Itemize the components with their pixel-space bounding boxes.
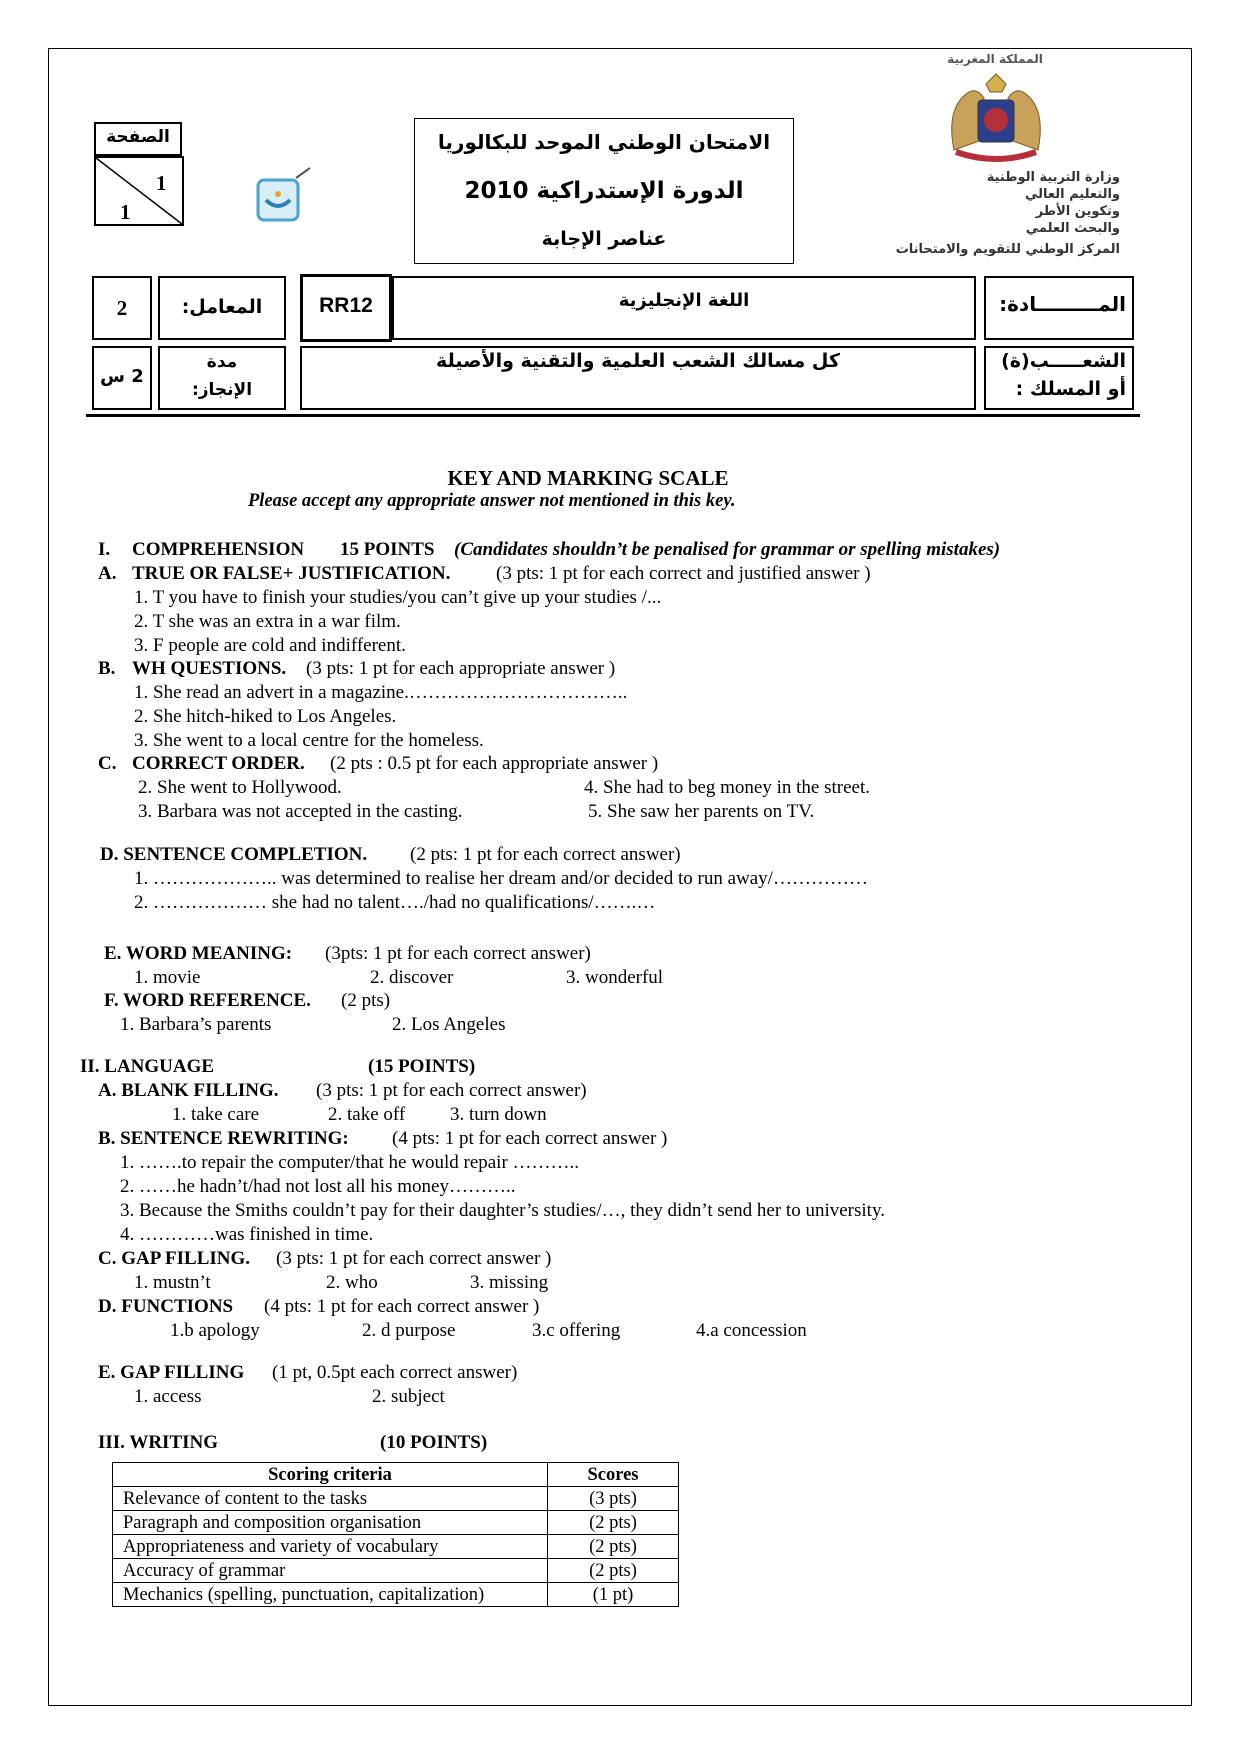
criterion: Mechanics (spelling, punctuation, capitalization) [113, 1583, 548, 1607]
criterion: Relevance of content to the tasks [113, 1487, 548, 1511]
lang-e-title: E. GAP FILLING [98, 1362, 245, 1383]
score: (3 pts) [548, 1487, 679, 1511]
part-b-points: (3 pts: 1 pt for each appropriate answer ) [306, 658, 616, 679]
part-b-label: B. [98, 658, 116, 679]
section-1-points: 15 POINTS [340, 539, 435, 560]
section-2-points: (15 POINTS) [368, 1056, 476, 1077]
ministry-line-1: وزارة التربية الوطنية [986, 170, 1120, 185]
answer-c2: 4. She had to beg money in the street. [584, 777, 870, 798]
table-row [113, 1487, 679, 1511]
subject-name: اللغة الإنجليزية [618, 290, 750, 311]
part-a-title: TRUE OR FALSE+ JUSTIFICATION. [132, 563, 451, 584]
answer-ld2: 2. d purpose [362, 1320, 456, 1341]
table-row [113, 1583, 679, 1607]
answer-lb3: 3. Because the Smiths couldn’t pay for their daughter’s studies/…, they didn’t send her to university. [120, 1200, 885, 1221]
lang-c-title: C. GAP FILLING. [98, 1248, 251, 1269]
section-1-number: I. [98, 539, 111, 560]
lang-b-title: B. SENTENCE REWRITING: [98, 1128, 349, 1149]
score: (2 pts) [548, 1559, 679, 1583]
evaluation-center: المركز الوطني للتقويم والامتحانات [895, 242, 1120, 257]
table-row [113, 1511, 679, 1535]
score: (2 pts) [548, 1511, 679, 1535]
answer-b2: 2. She hitch-hiked to Los Angeles. [134, 706, 397, 727]
coef-value: 2 [116, 296, 128, 320]
answer-ld4: 4.a concession [696, 1320, 807, 1341]
part-a-points: (3 pts: 1 pt for each correct and justified answer ) [496, 563, 871, 584]
answer-lc1: 1. mustn’t [134, 1272, 211, 1293]
part-a-label: A. [98, 563, 117, 584]
answer-c4: 5. She saw her parents on TV. [588, 801, 815, 822]
lang-d-title: D. FUNCTIONS [98, 1296, 234, 1317]
section-3-points: (10 POINTS) [380, 1432, 488, 1453]
answer-b1: 1. She read an advert in a magazine.…………………………….. [134, 682, 628, 703]
streams-value: كل مسالك الشعب العلمية والتقنية والأصيلة [436, 350, 840, 372]
section-1-note: (Candidates shouldn’t be penalised for grammar or spelling mistakes) [454, 539, 1001, 560]
lang-a-points: (3 pts: 1 pt for each correct answer) [316, 1080, 587, 1101]
answer-e3: 3. wonderful [566, 967, 664, 988]
answer-ld1: 1.b apology [170, 1320, 260, 1341]
lang-d-points: (4 pts: 1 pt for each correct answer ) [264, 1296, 540, 1317]
part-c-title: CORRECT ORDER. [132, 753, 305, 774]
answer-c3: 3. Barbara was not accepted in the casting. [138, 801, 463, 822]
answer-la1: 1. take care [172, 1104, 260, 1125]
answer-f1: 1. Barbara’s parents [120, 1014, 272, 1035]
answer-le2: 2. subject [372, 1386, 445, 1407]
answer-a3: 3. F people are cold and indifferent. [134, 635, 406, 656]
answer-d2: 2. ……………… she had no talent…./had no qualifications/…….… [134, 892, 656, 913]
part-e-title: E. WORD MEANING: [104, 943, 293, 964]
section-3-title: III. WRITING [98, 1432, 219, 1453]
answer-d1: 1. ……………….. was determined to realise her dream and/or decided to run away/…………… [134, 868, 868, 889]
answer-lc2: 2. who [326, 1272, 378, 1293]
exam-session: الدورة الإستدراكية 2010 [464, 178, 744, 204]
part-b-title: WH QUESTIONS. [132, 658, 287, 679]
key-subtitle: Please accept any appropriate answer not mentioned in this key. [248, 491, 736, 511]
part-d-points: (2 pts: 1 pt for each correct answer) [410, 844, 681, 865]
part-f-title: F. WORD REFERENCE. [104, 990, 311, 1011]
answer-lb1: 1. …….to repair the computer/that he would repair ……….. [120, 1152, 580, 1173]
score: (1 pt) [548, 1583, 679, 1607]
criterion: Accuracy of grammar [113, 1559, 548, 1583]
answers-title: عناصر الإجابة [541, 228, 667, 250]
page-total: 1 [120, 200, 131, 224]
criterion: Paragraph and composition organisation [113, 1511, 548, 1535]
duration-label-2: الإنجاز: [191, 380, 253, 400]
table-row [113, 1559, 679, 1583]
duration-label-1: مدة [206, 352, 238, 372]
answer-f2: 2. Los Angeles [392, 1014, 506, 1035]
subject-code: RR12 [319, 294, 373, 317]
ministry-line-2: والتعليم العالي [1025, 187, 1120, 202]
part-c-points: (2 pts : 0.5 pt for each appropriate answer ) [330, 753, 659, 774]
answer-a2: 2. T she was an extra in a war film. [134, 611, 401, 632]
answer-e2: 2. discover [370, 967, 454, 988]
page-label: الصفحة [106, 127, 170, 147]
part-c-label: C. [98, 753, 117, 774]
duration-value: 2 س [100, 366, 144, 387]
lang-a-title: A. BLANK FILLING. [98, 1080, 279, 1101]
part-e-points: (3pts: 1 pt for each correct answer) [325, 943, 591, 964]
score: (2 pts) [548, 1535, 679, 1559]
answer-la3: 3. turn down [450, 1104, 547, 1125]
answer-e1: 1. movie [134, 967, 201, 988]
part-d-title: D. SENTENCE COMPLETION. [100, 844, 368, 865]
section-1-title: COMPREHENSION [132, 539, 305, 560]
center-logo-icon [256, 166, 316, 226]
criteria-header: Scoring criteria [113, 1463, 548, 1487]
answer-a1: 1. T you have to finish your studies/you can’t give up your studies /... [134, 587, 662, 608]
answer-lb4: 4. …………was finished in time. [120, 1224, 374, 1245]
kingdom-label: المملكة المغربية [947, 52, 1043, 66]
header-rule [86, 414, 1140, 417]
answer-b3: 3. She went to a local centre for the homeless. [134, 730, 484, 751]
section-2-title: II. LANGUAGE [80, 1056, 215, 1077]
part-f-points: (2 pts) [341, 990, 391, 1011]
scoring-table [112, 1462, 679, 1607]
streams-label-2: أو المسلك : [1015, 378, 1126, 400]
table-row [113, 1535, 679, 1559]
answer-le1: 1. access [134, 1386, 202, 1407]
answer-lc3: 3. missing [470, 1272, 549, 1293]
ministry-line-3: وتكوين الأطر [1035, 204, 1120, 219]
subject-label: المـــــــــادة: [999, 292, 1126, 316]
exam-title: الامتحان الوطني الموحد للبكالوريا [437, 130, 771, 154]
streams-label-1: الشعـــــب(ة) [1001, 350, 1126, 372]
lang-e-points: (1 pt, 0.5pt each correct answer) [272, 1362, 518, 1383]
answer-la2: 2. take off [328, 1104, 406, 1125]
answer-ld3: 3.c offering [532, 1320, 621, 1341]
page-box-diagonal [94, 156, 184, 226]
lang-b-points: (4 pts: 1 pt for each correct answer ) [392, 1128, 668, 1149]
ministry-line-4: والبحث العلمي [1025, 221, 1120, 236]
page-number: 1 [156, 171, 167, 195]
coef-label: المعامل: [181, 296, 263, 318]
criterion: Appropriateness and variety of vocabulary [113, 1535, 548, 1559]
scores-header: Scores [548, 1463, 679, 1487]
answer-lb2: 2. ……he hadn’t/had not lost all his money……….. [120, 1176, 516, 1197]
coat-of-arms-icon [936, 70, 1056, 166]
answer-c1: 2. She went to Hollywood. [138, 777, 342, 798]
key-title: KEY AND MARKING SCALE [447, 466, 729, 490]
lang-c-points: (3 pts: 1 pt for each correct answer ) [276, 1248, 552, 1269]
scoring-table-header [113, 1463, 679, 1487]
